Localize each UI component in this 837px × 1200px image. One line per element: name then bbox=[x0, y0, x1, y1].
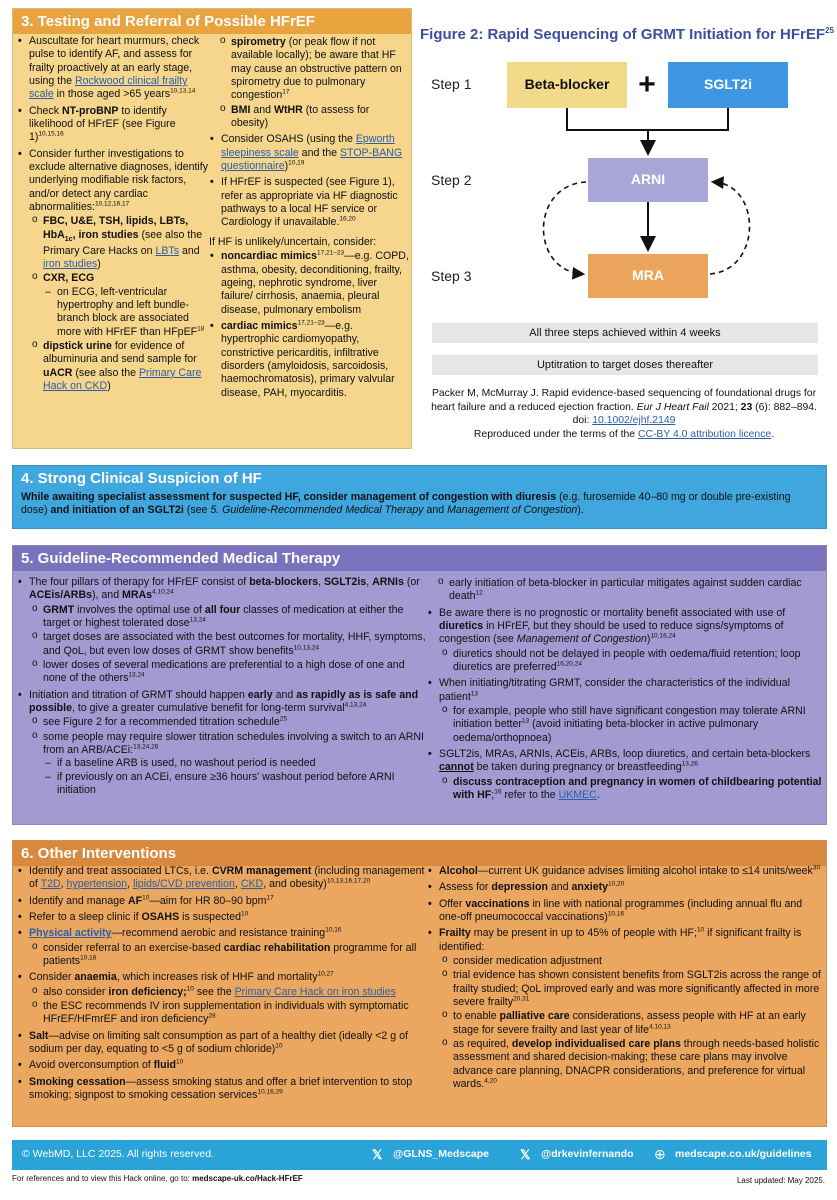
list-item: o BMI and WtHR (to assess for obesity) bbox=[217, 104, 409, 131]
plus-sign: + bbox=[638, 68, 656, 102]
list-item: • Offer vaccinations in line with national programmes (including annual flu and one-off pneumococcal vaccinations)$^{10,16}$ bbox=[427, 898, 823, 925]
list-item: o target doses are associated with the best outcomes for mortality, HHF, symptoms, and QoL, but even low doses of GRMT show benefits$^{10,13,24}$ bbox=[29, 631, 427, 658]
x-handle-glns[interactable]: @GLNS_Medscape bbox=[393, 1148, 490, 1161]
list-item: • Frailty may be present in up to 45% of people with HF;$^{10}$ if significant frailty is identified: o consider medication adjustment o trial evidence has shown consistent benefits from SGLT2is across the range of frailty studied; QoL improved early and was more significantly affected in more severe frailty$^{20,31}$ o to enable palliative care considerations, assess people with HF at an early stage for severe frailty and last year of life$^{4,10,13}$ o as required, develop individualised care plans through needs-based holistic assessment and shared decision-making; these care plans may involve advance care planning, DNACPR considerations, and preference for virtual wards.$^{4,20}$ bbox=[427, 927, 823, 1091]
stop-bang-link[interactable]: STOP-BANG questionnaire bbox=[221, 146, 403, 173]
list-item: • Assess for depression and anxiety$^{10,20}$ bbox=[427, 881, 823, 894]
section-3-title: 3. Testing and Referral of Possible HFrEF bbox=[13, 9, 411, 34]
section-6-title: 6. Other Interventions bbox=[13, 841, 826, 866]
list-item: o trial evidence has shown consistent benefits from SGLT2is across the range of frailty studied; QoL improved early and was more significantly affected in more severe frailty$^{20,31}$ bbox=[439, 969, 823, 1009]
last-updated: Last updated: May 2025. bbox=[736, 1176, 825, 1185]
list-item: o some people may require slower titration schedules involving a switch to an ARNI from an ARB/ACEi:$^{13,24,26}$ – if a baseline ARB is used, no washout period is needed – if previously on an ACEi, ensure ≥36 hours' washout period before ARNI initiation bbox=[29, 731, 427, 798]
list-item: o also consider iron deficiency;$^{10}$ see the Primary Care Hack on iron studies bbox=[29, 986, 427, 999]
section-6-col-2 bbox=[427, 865, 823, 1095]
dashed-arrow-right bbox=[710, 182, 750, 274]
uncertain-label: If HF is unlikely/uncertain, consider: bbox=[209, 235, 377, 248]
dashed-arrow-left bbox=[543, 182, 586, 274]
list-item: • Initiation and titration of GRMT should happen early and as rapidly as is safe and possible, to give a greater cumulative benefit for long-term survival$^{4,13,24}$ o see Figure 2 for a recommended titration schedule$^{25}$ o some people may require slower titration schedules involving a switch to an ARNI from an ARB/ACEi:$^{13,24,26}$ – if a baseline ARB is used, no washout period is needed – if previously on an ACEi, ensure ≥36 hours' washout period before ARNI initiation bbox=[17, 689, 427, 798]
list-item: • If HFrEF is suspected (see Figure 1), refer as appropriate via HF diagnostic pathways to a local HF service or Cardiology if unavailable.$^{16,20}$ bbox=[209, 176, 409, 229]
list-item: o early initiation of beta-blocker in particular mitigates against sudden cardiac death$^{12}$ bbox=[435, 577, 823, 604]
list-item: • When initiating/titrating GRMT, consider the characteristics of the individual patient$^{13}$ o for example, people who still have significant congestion may tolerate ARNI initiation better$^{13}$ (avoid initiating beta-blocker in active pulmonary oedema/orthopnoea) bbox=[427, 677, 823, 745]
copyright-text: © WebMD, LLC 2025. All rights reserved. bbox=[22, 1148, 214, 1161]
list-item: • Smoking cessation—assess smoking status and offer a brief intervention to stop smoking; signpost to smoking cessation services$^{10,16,29}$ bbox=[17, 1076, 427, 1103]
list-item: • Avoid overconsumption of fluid$^{10}$ bbox=[17, 1059, 427, 1072]
ukmec-link[interactable]: UKMEC bbox=[558, 789, 597, 802]
website-link[interactable]: medscape.co.uk/guidelines bbox=[675, 1148, 812, 1161]
list-item: – if a baseline ARB is used, no washout period is needed bbox=[43, 757, 427, 770]
figure-2-reference: Packer M, McMurray J. Rapid evidence-based sequencing of foundational drugs for heart failure and a reduced ejection fraction. Eur J Heart Fail 2021; 23 (6): 882–894. doi: 10.1002/ejhf.2149 Reproduced under the terms of the CC-BY 4.0 attribution licence. bbox=[431, 388, 817, 440]
list-item: • cardiac mimics$^{17,21-23}$—e.g. hypertrophic cardiomyopathy, constrictive pericarditis, infiltrative disorders (amyloidosis, sarcoidosis, haemochromatosis), primary valvular disease, PAH, myocarditis. bbox=[209, 320, 409, 400]
section-5-grmt bbox=[12, 545, 827, 825]
list-item: • Consider further investigations to exclude alternative diagnoses, identify underlying modifiable risk factors, and/or detect any cardiac abnormalities:$^{10,12,16,17}$ o FBC, U&E, TSH, lipids, LBTs, HbA$_{1c}$, iron studies (see also the Primary Care Hacks on LBTs and iron studies) o CXR, ECG – on ECG, left-ventricular hypertrophy and left bundle-branch block are associated more with HFrEF than HFpEF$^{18}$ o dipstick urine for evidence of albuminuria and send sample for uACR (see also the Primary Care Hack on CKD) bbox=[17, 148, 213, 394]
x-logo-icon: 𝕏 bbox=[372, 1146, 383, 1162]
list-item: o lower doses of several medications are preferential to a high dose of one and none of the others$^{13,24}$ bbox=[29, 659, 427, 686]
lipids-link[interactable]: lipids/CVD prevention bbox=[133, 878, 235, 891]
list-item: o for example, people who still have significant congestion may tolerate ARNI initiation better$^{13}$ (avoid initiating beta-blocker in active pulmonary oedema/orthopnoea) bbox=[439, 705, 823, 745]
list-item: • Identify and manage AF$^{10}$—aim for HR 80–90 bpm$^{17}$ bbox=[17, 895, 427, 908]
note-uptitration: Uptitration to target doses thereafter bbox=[432, 355, 818, 375]
list-item: – on ECG, left-ventricular hypertrophy and left bundle-branch block are associated more with HFrEF than HFpEF$^{18}$ bbox=[43, 286, 213, 339]
note-three-steps: All three steps achieved within 4 weeks bbox=[432, 323, 818, 343]
connector-line bbox=[567, 108, 728, 130]
list-item: • Auscultate for heart murmurs, check pulse to identify AF, and assess for frailty proactively at an early stage, using the Rockwood clinical frailty scale in those aged >65 years$^{10,13,14}$ bbox=[17, 35, 213, 102]
list-item: • Consider anaemia, which increases risk of HHF and mortality$^{10,27}$ o also consider iron deficiency;$^{10}$ see the Primary Care Hack on iron studies o the ESC recommends IV iron supplementation in individuals with symptomatic HFrEF/HFmrEF and iron deficiency$^{28}$ bbox=[17, 971, 427, 1026]
footer-bar bbox=[12, 1140, 827, 1170]
ckd-link[interactable]: CKD bbox=[240, 878, 264, 891]
iron-studies-link[interactable]: iron studies bbox=[43, 258, 98, 271]
section-6-col-1 bbox=[17, 865, 427, 1106]
list-item: • Salt—advise on limiting salt consumption as part of a healthy diet (ideally <2 g of sodium per day, equating to <5 g of sodium chloride)$^{10}$ bbox=[17, 1030, 427, 1057]
section-4-text: While awaiting specialist assessment for suspected HF, consider management of congestion with diuresis (e.g. furosemide 40–80 mg or double pre-existing dose) and initiation of an SGLT2i (see 5. Guideline-Recommended Medical Therapy and Management of Congestion). bbox=[21, 491, 791, 517]
doi-link[interactable]: 10.1002/ejhf.2149 bbox=[592, 415, 676, 427]
ckd-hack-link[interactable]: Primary Care Hack on CKD bbox=[43, 366, 202, 393]
section-4-title: 4. Strong Clinical Suspicion of HF bbox=[21, 470, 262, 487]
hypertension-link[interactable]: hypertension bbox=[66, 878, 128, 891]
section-6-other-interventions bbox=[12, 840, 827, 1127]
iron-hack-link[interactable]: Primary Care Hack on iron studies bbox=[234, 985, 396, 998]
list-item: o consider medication adjustment bbox=[439, 955, 823, 968]
t2d-link[interactable]: T2D bbox=[40, 878, 61, 891]
lbts-link[interactable]: LBTs bbox=[155, 244, 180, 257]
list-item: • The four pillars of therapy for HFrEF consist of beta-blockers, SGLT2is, ARNIs (or ACEis/ARBs), and MRAs$^{4,10,24}$ o GRMT involves the optimal use of all four classes of medication at either the target or highest tolerated dose$^{13,24}$ o target doses are associated with the best outcomes for mortality, HHF, symptoms, and QoL, but even low doses of GRMT show benefits$^{10,13,24}$ o lower doses of several medications are preferential to a high dose of one and none of the others$^{13,24}$ bbox=[17, 576, 427, 686]
list-item: o see Figure 2 for a recommended titration schedule$^{25}$ bbox=[29, 716, 427, 729]
beta-blocker-box: Beta-blocker bbox=[507, 62, 627, 108]
bottom-note-left: For references and to view this Hack online, go to: medscape-uk.co/Hack-HFrEF bbox=[12, 1174, 303, 1183]
list-item: o dipstick urine for evidence of albuminuria and send sample for uACR (see also the Primary Care Hack on CKD) bbox=[29, 340, 213, 393]
list-item: o the ESC recommends IV iron supplementation in individuals with symptomatic HFrEF/HFmrEF and iron deficiency$^{28}$ bbox=[29, 1000, 427, 1027]
list-item: • Physical activity—recommend aerobic and resistance training$^{10,16}$ o consider referral to an exercise-based cardiac rehabilitation programme for all patients$^{10,16}$ bbox=[17, 927, 427, 968]
globe-icon: ⊕ bbox=[654, 1146, 666, 1163]
rockwood-link[interactable]: Rockwood clinical frailty scale bbox=[29, 75, 188, 101]
sglt2i-box: SGLT2i bbox=[668, 62, 788, 108]
list-item: o discuss contraception and pregnancy in women of childbearing potential with HF;$^{16}$ refer to the UKMEC. bbox=[439, 776, 823, 803]
step-2-label: Step 2 bbox=[431, 172, 472, 188]
step-1-label: Step 1 bbox=[431, 76, 472, 92]
list-item: o consider referral to an exercise-based cardiac rehabilitation programme for all patients$^{10,16}$ bbox=[29, 942, 427, 969]
list-item: • SGLT2is, MRAs, ARNIs, ACEis, ARBs, loop diuretics, and certain beta-blockers cannot be taken during pregnancy or breastfeeding$^{13,26}$ o discuss contraception and pregnancy in women of childbearing potential with HF;$^{16}$ refer to the UKMEC. bbox=[427, 748, 823, 802]
list-item: o FBC, U&E, TSH, lipids, LBTs, HbA$_{1c}$, iron studies (see also the Primary Care Hacks on LBTs and iron studies) bbox=[29, 215, 213, 271]
section-5-title: 5. Guideline-Recommended Medical Therapy bbox=[13, 546, 826, 571]
list-item: • Be aware there is no prognostic or mortality benefit associated with use of diuretics in HFrEF, but they should be used to reduce signs/symptoms of congestion (see Management of Congestion)$^{10,16,24}$ o diuretics should not be delayed in people with oedema/fluid retention; loop diuretics are preferred$^{16,20,24}$ bbox=[427, 607, 823, 675]
mra-box: MRA bbox=[588, 254, 708, 298]
section-4-clinical-suspicion bbox=[12, 465, 827, 529]
list-item: o to enable palliative care considerations, assess people with HF at an early stage for severe frailty and last year of life$^{4,10,13}$ bbox=[439, 1010, 823, 1037]
list-item: • Identify and treat associated LTCs, i.e. CVRM management (including management of T2D, hypertension, lipids/CVD prevention, CKD, and obesity)$^{10,13,16,17,20}$ bbox=[17, 865, 427, 892]
figure-2-title: Figure 2: Rapid Sequencing of GRMT Initiation for HFrEF$^{25}$ bbox=[420, 26, 834, 43]
cc-by-link[interactable]: CC-BY 4.0 attribution licence bbox=[637, 428, 772, 440]
list-item: • Consider OSAHS (using the Epworth sleepiness scale and the STOP-BANG questionnaire)$^{10,19}$ bbox=[209, 133, 409, 173]
x-handle-kevin[interactable]: @drkevinfernando bbox=[541, 1148, 634, 1161]
epworth-link[interactable]: Epworth sleepiness scale bbox=[221, 133, 395, 159]
step-3-label: Step 3 bbox=[431, 268, 472, 284]
section-5-col-1 bbox=[17, 576, 427, 801]
list-item: • Check NT-proBNP to identify likelihood of HFrEF (see Figure 1)$^{10,15,16}$ bbox=[17, 105, 213, 145]
list-item: • noncardiac mimics$^{17,21-23}$—e.g. COPD, asthma, obesity, deconditioning, frailty, ageing, nephrotic syndrome, liver failure/ cirrhosis, anaemia, pleural disease, pulmonary embolism bbox=[209, 250, 409, 317]
list-item: o GRMT involves the optimal use of all four classes of medication at either the target or highest tolerated dose$^{13,24}$ bbox=[29, 604, 427, 631]
list-item: – if previously on an ACEi, ensure ≥36 hours' washout period before ARNI initiation bbox=[43, 771, 427, 798]
list-item: • Alcohol—current UK guidance advises limiting alcohol intake to ≤14 units/week$^{30}$ bbox=[427, 865, 823, 878]
physical-activity-link[interactable]: Physical activity bbox=[29, 927, 112, 940]
list-item: • Refer to a sleep clinic if OSAHS is suspected$^{10}$ bbox=[17, 911, 427, 924]
list-item: o as required, develop individualised care plans through needs-based holistic assessment and shared decision-making; these care plans may involve advance care planning, DNACPR considerations, and preference for virtual wards.$^{4,20}$ bbox=[439, 1038, 823, 1091]
figure-2-arrows bbox=[0, 0, 837, 320]
section-5-col-2 bbox=[427, 576, 823, 806]
hack-url[interactable]: medscape-uk.co/Hack-HFrEF bbox=[192, 1174, 303, 1183]
x-logo-icon: 𝕏 bbox=[520, 1146, 531, 1162]
list-item: o CXR, ECG – on ECG, left-ventricular hypertrophy and left bundle-branch block are associated more with HFrEF than HFpEF$^{18}$ bbox=[29, 272, 213, 339]
list-item: o spirometry (or peak flow if not available locally); be aware that HF may cause an obstructive pattern on spirometry due to pulmonary congestion$^{17}$ bbox=[217, 36, 409, 103]
arni-box: ARNI bbox=[588, 158, 708, 202]
list-item: o diuretics should not be delayed in people with oedema/fluid retention; loop diuretics are preferred$^{16,20,24}$ bbox=[439, 648, 823, 675]
